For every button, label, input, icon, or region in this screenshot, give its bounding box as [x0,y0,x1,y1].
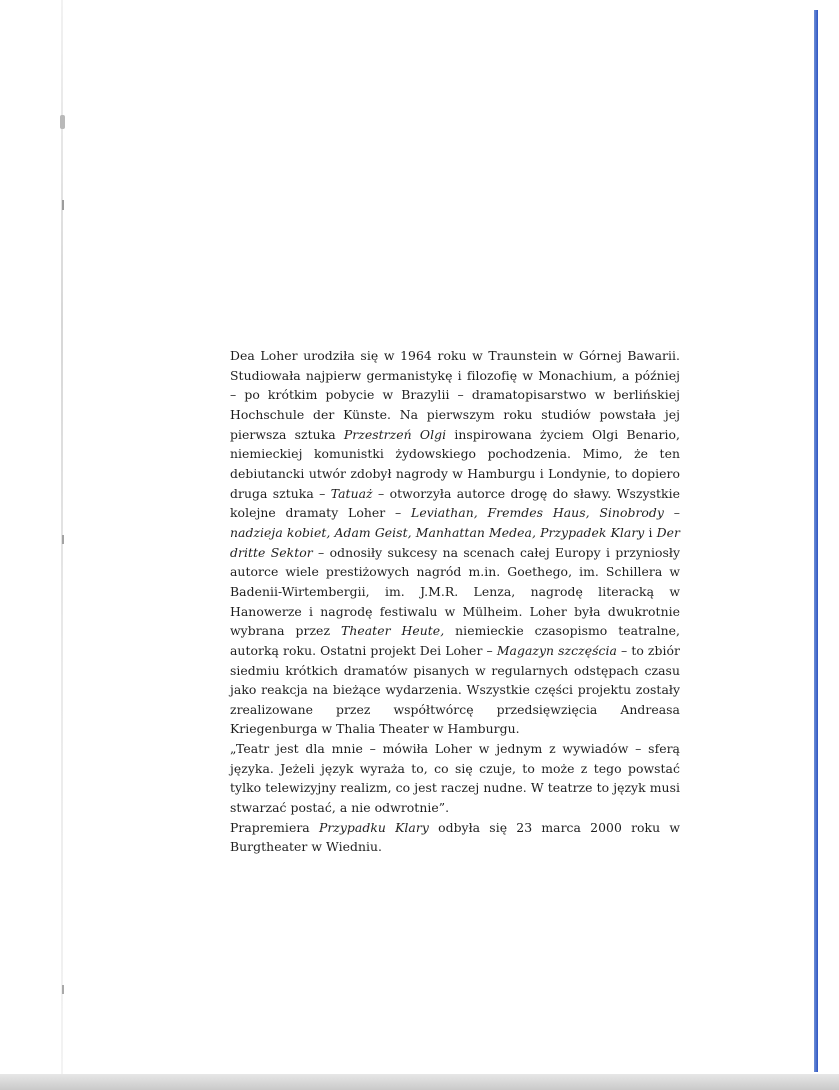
scan-mark [62,535,64,544]
page-right-edge [814,10,818,1072]
article-text [230,346,680,857]
bio-text: – otworzyła autorce drogę do sławy. Wszystkie kolejne dramaty Loher – [230,485,680,521]
play-titles-list: Leviathan, Fremdes Haus, Sinobrody – nadzieja kobiet, Adam Geist, Manhattan Medea, Przypadek Klary [230,505,680,540]
bio-text: – odnosiły sukcesy na scenach całej Europy i przyniosły autorce wiele prestiżowych nagród m.in. Goethego, im. Schillera w Badenii-Wirtembergii, im. J.M.R. Lenza, nagrodę literacką w Hanowerze i nagrodę festiwalu w Mülheim. Loher była dwukrotnie wybrana przez [230,544,680,639]
play-title: Przypadku Klary [318,819,429,835]
play-title: Tatuaż [330,485,373,501]
premiere-paragraph [230,818,680,857]
scan-mark [60,115,65,129]
scan-mark [62,985,64,994]
premiere-text: Prapremiera [230,819,310,835]
play-title: Przestrzeń Olgi [343,426,447,442]
biography-paragraph [230,346,680,739]
bio-text: niemieckie czasopismo teatralne, autorką roku. Ostatni projekt Dei Loher – [230,623,680,658]
premiere-text: odbyła się 23 marca 2000 roku w Burgtheater w Wiedniu. [230,819,680,855]
quote-paragraph: „Teatr jest dla mnie – mówiła Loher w jednym z wywiadów – sferą języka. Jeżeli język wyraża to, co się czuje, to może z tego powstać tylko telewizyjny realizm, co jest raczej nudne. W teatrze to język musi stwarzać postać, a nie odwrotnie”. [230,741,680,816]
magazine-title: Theater Heute, [341,623,445,639]
page-bottom-edge [0,1074,839,1090]
scan-mark [62,200,64,210]
project-title: Magazyn szczęścia [496,642,617,658]
bio-text: inspirowana życiem Olgi Benario, niemieckiej komunistki żydowskiego pochodzenia. Mimo, że ten debiutancki utwór zdobył nagrody w Hamburgu i Londynie, to dopiero druga sztuka – [230,426,680,501]
play-title: Der dritte Sektor [230,524,680,560]
bio-text: Dea Loher urodziła się w 1964 roku w Traunstein w Górnej Bawarii. Studiowała najpierw germanistykę i filozofię w Monachium, a później – po krótkim pobycie w Brazylii – dramatopisarstwo w berlińskiej Hochschule der Künste. Na pierwszym roku studiów powstała jej pierwsza sztuka [230,348,680,442]
bio-text: – to zbiór siedmiu krótkich dramatów pisanych w regularnych odstępach czasu jako reakcja na bieżące wydarzenia. Wszystkie części projektu zostały zrealizowane przez współtwórcę przedsięwzięcia Andreasa Kriegenburga w Thalia Theater w Hamburgu. [230,642,680,737]
bio-text: i [648,524,653,540]
